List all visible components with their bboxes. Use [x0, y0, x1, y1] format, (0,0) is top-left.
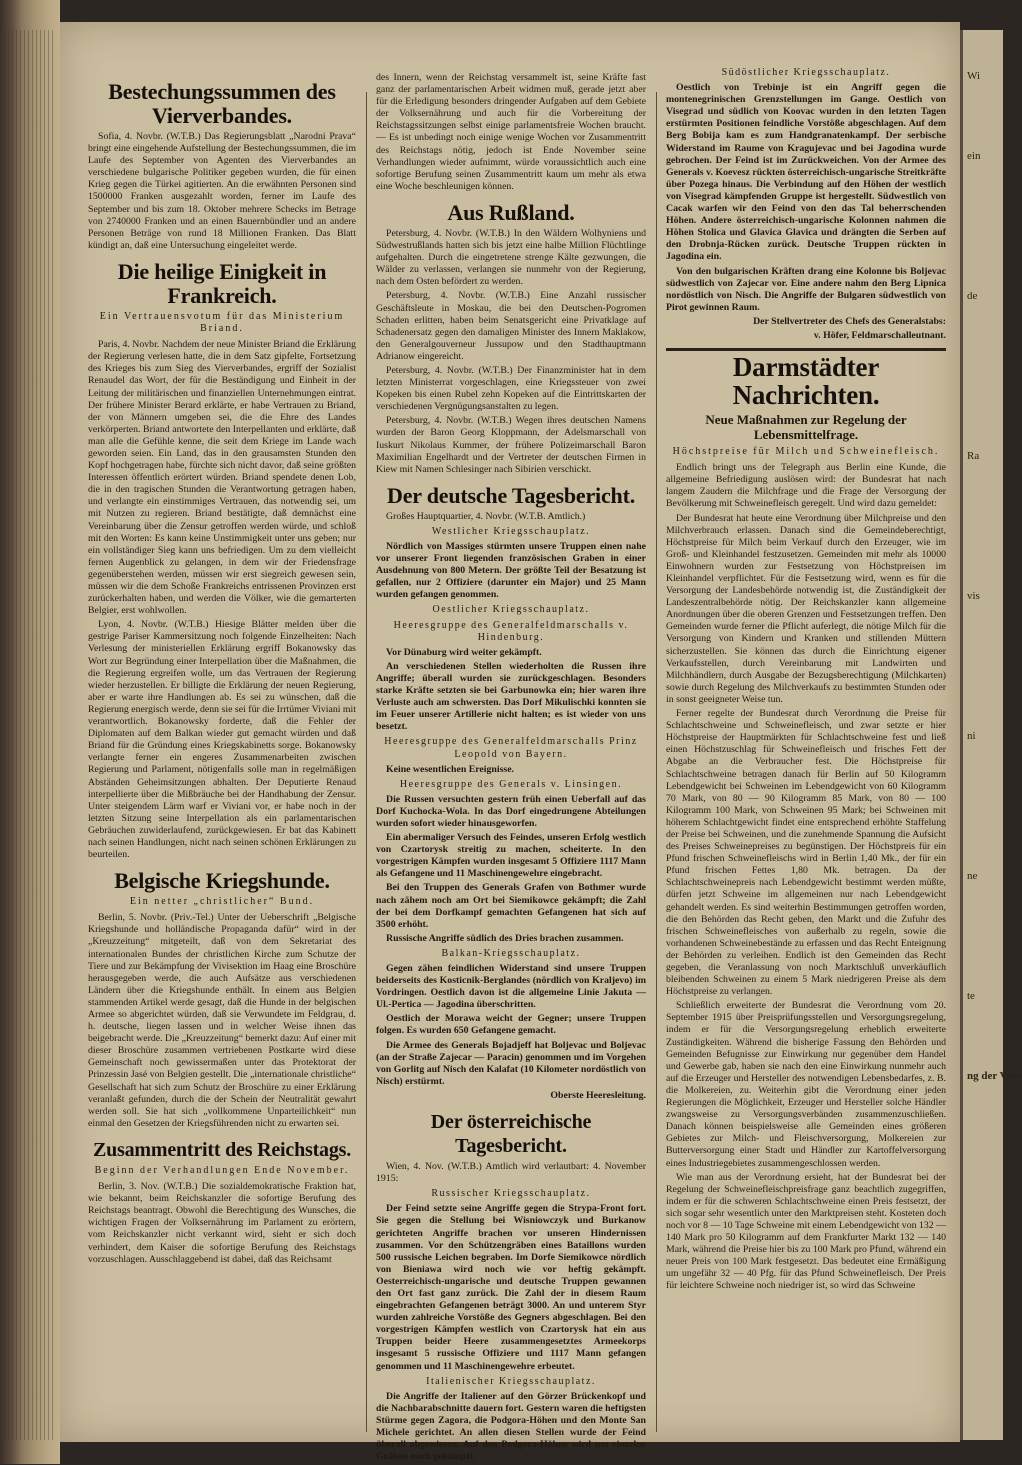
- headline-bestechung: Bestechungssummen des Vierverbandes.: [108, 79, 336, 128]
- section-balkan: Balkan-Kriegsschauplatz.: [441, 947, 581, 959]
- article-kriegshunde: Berlin, 5. Novbr. (Priv.-Tel.) Unter der Ueberschrift „Belgische Kriegshunde und holländische Propaganda dafür“ wird in der „Kreuzzeitung“ mitgeteilt, daß von dem Sekretariat des internationalen Bundes der christlichen Kirche zum Schutze der Tiere und zur Bekämpfung der Vivisektion im Haag eine Broschüre herausgegeben werde, die auch Aufsätze aus verschiedenen Ländern über die Kriegshunde enthält. In einem aus Belgien stammenden Artikel werde gesagt, daß die Hunde in der belgischen Armee so abgerichtet würden, daß sie Verwundete im Feldgrau, d. h. deutsche, liegen lassen und in welcher Weise ihnen das beigebracht werde. Die „Kreuzzeitung“ bemerkt dazu: Auf einer mit dieser Broschüre zusammen vertriebenen Postkarte wird diese Gemeinschaft noch gewissermaßen unter das Protektorat der Prinzessin Jasé von Belgien gestellt. Die „internationale christliche“ Gesellschaft hat sich zum Schutz der Broschüre zu einer Erklärung veranlaßt gefunden, durch die der Schein der Neutralität gewahrt werden soll. Sie hat sich „vollkommene Unparteilichkeit“ nun einmal den Gesetzen der Kriegsführenden nicht zu erwarten sei.: [88, 912, 356, 1129]
- headline-darmstaedter-nachrichten: Darmstädter Nachrichten.: [732, 352, 880, 411]
- headline-deutscher-tagesbericht: Der deutsche Tagesbericht.: [387, 482, 635, 508]
- column-2: [376, 72, 646, 1465]
- section-leopold: Heeresgruppe des Generalfeldmarschalls Prinz Leopold von Bayern.: [384, 736, 638, 760]
- signature-stellvertreter: Der Stellvertreter des Chefs des Generalstabs:: [753, 315, 946, 327]
- page-edges: [4, 30, 54, 1440]
- subhead-kriegshunde: Ein netter „christlicher“ Bund.: [129, 896, 315, 908]
- adjacent-page-strip: [960, 30, 1022, 1440]
- adjacent-text: de: [967, 290, 978, 302]
- article-schweinepreise: Ferner regelte der Bundesrat durch Verordnung die Preise für Schlachtschweine und Schweinefleisch, und zwar setzte er hier Höchstpreise der Hauptmärkten für Schlachtschweine fest und ließ einen Höchstzuschlag für Schweinefleisch und frisches Fett der Abgabe an die Verbraucher fest. Die Höchstpreise für Schlachtschweine betragen danach für Berlin auf 50 Kilogramm Lebendgewicht bei Schweinen im Lebendgewicht von 60 Kilogramm 70 Mark, von 80 — 90 Kilogramm 85 Mark, von 80 — 100 Kilogramm 100 Mark, von Schweinen 95 Mark; bei Schweinen mit höherem Schlachtgewicht findet eine entsprechend erhöhte Staffelung der Preise bei Schweinen, und die zunehmende Spannung die Aufsicht des Preises Schweinepreises zu begünstigen. Der Höchstpreis für ein Pfund frischen Schweinefleischs wird in Berlin 1,40 Mk., der für ein Pfund frischen Fettes 1,80 Mk. betragen. Da der Schlachtschweinepreis nach Lebendgewicht bestimmt werden müßte, dürfen jetzt Schweine im allgemeinen nur nach Lebendgewicht gehandelt werden. Es sind weiterhin Bestimmungen getroffen worden, die den Behörden das Recht geben, den Markt und die Zufuhr des frischen Schweinefleisches von außerhalb zu regeln, sowie die vorhandenen Schweinebestände zu erfassen und das Recht Enteignung der Behörden zu verleihen. Endlich ist den Gemeinden das Recht gegeben, die Veranlassung von noch Marktschluß unverkäuflich bleibenden Schweinen zu einem 5 Mark niedrigeren Preise als dem Höchstpreise zu verlangen.: [666, 708, 946, 998]
- dateline-hauptquartier: Großes Hauptquartier, 4. Novbr. (W.T.B. Amtlich.): [386, 510, 586, 522]
- article-milchpreise: Der Bundesrat hat heute eine Verordnung über Milchpreise und den Milchverbrauch erlassen. Danach sind die Gemeindeberechtigt, Höchstpreise für Milch beim Verkauf durch den Erzeuger, wie im Groß- und Kleinhandel festzusetzen. Gemeinden mit mehr als 10000 Einwohnern wurden zur Festsetzung von Höchstpreisen im Kleinhandel verpflichtet. Für die Festsetzung wird, wenn es für die Versorgung der Landesbehörde notwendig ist, die Zuständigkeit der Landeszentralbehörde nötig. Der Reichskanzler kann allgemeine Anordnungen über die oberen Grenzen und Festsetzungen treffen. Den Gemeinden wurde ferner die Pflicht auferlegt, die nötige Milch für die Versorgung von Kindern und Kranken und stillenden Müttern sicherzustellen. Sie können das durch die Einrichtung eigener Verkaufsstellen, durch Vereinbarung mit Landwirten und Milchhändlern, durch Ausgabe der Bezugsberechtigung (Milchkarten) sowie durch Regelung des Milchverkaufs zu bestimmten Stunden oder in sonst geeigneter Weise tun.: [666, 512, 946, 705]
- newspaper-page: [60, 22, 960, 1463]
- report-russisch: Der Feind setzte seine Angriffe gegen die Strypa-Front fort. Sie gegen die Stellung bei Wisniowczyk und Burkanow gerichteten Angriffe brachen vor unseren Hindernissen zusammen. Vor den Schützengräben eines Bataillons wurden 500 russische Leichen begraben. Im Dorfe Siemikowce nördlich von Bieniawa wird noch wie vor heftig gekämpft. Oesterreichisch-ungarische und deutsche Truppen gewannen den Ort fast ganz zurück. Die Zahl der in diesem Raum eingebrachten Gefangenen beträgt 3000. An und unterem Styr wurden zahlreiche Vorstöße des Gegners abgeschlagen. Bei den vorgestrigen Kämpfen westlich von Czartorysk hat ein aus Truppen beider Heere zusammengesetztes Armeekorps insgesamt 5 russische Offiziere und 1117 Mann gefangen genommen und 11 Maschinengewehre erbeutet.: [376, 1203, 646, 1372]
- column-1: [88, 72, 356, 1268]
- report-duenaburg: Vor Dünaburg wird weiter gekämpft.: [386, 646, 542, 658]
- report-linsingen-2: Ein abermaliger Versuch des Feindes, unseren Erfolg westlich von Czartorysk streitig zu machen, scheiterte. In den vorgestrigen Kämpfen wurden insgesamt 5 Offiziere 1117 Mann als Gefangene und 11 Maschinengewehre eingebracht.: [376, 832, 646, 880]
- column-rule: [656, 92, 657, 1432]
- article-reichstag: Berlin, 3. Nov. (W.T.B.) Die sozialdemokratische Fraktion hat, wie bekannt, beim Reichskanzler die sofortige Berufung des Reichstags beantragt. Obwohl die Berechtigung des Wunsches, die wichtigen Fragen der Volksernährung im Parlament zu erörtern, vom Reichskanzler nicht verkannt wird, sieht er sich doch verhindert, dem Kaiser die sofortige Berufung des Reichstags vorzuschlagen. Ausschlaggebend ist dabei, daß das Reichsamt: [88, 1181, 356, 1265]
- subhead-reichstag: Beginn der Verhandlungen Ende November.: [94, 1164, 350, 1176]
- section-italienisch: Italienischer Kriegsschauplatz.: [426, 1375, 596, 1387]
- section-oestlich: Oestlicher Kriegsschauplatz.: [432, 604, 590, 616]
- headline-russland: Aus Rußland.: [447, 199, 575, 225]
- adjacent-heading: ng der Vorr: [967, 1070, 1022, 1082]
- adjacent-text: te: [967, 990, 975, 1002]
- report-bothmer: Bei den Truppen des Generals Grafen von Bothmer wurde nach zähem noch am Ort bei Siemikowce gekämpft; die Zahl der bei dem Dorfkampf gemachten Gefangenen hat sich auf 3500 erhöht.: [376, 882, 646, 930]
- article-schlussbetrachtung: Wie man aus der Verordnung ersieht, hat der Bundesrat bei der Regelung der Schweinefleischpreisfrage ganz beachtlich zugegriffen, indem er für die schweren Schlachtschweine einen Preis festsetzt, der sich sogar sehr wesentlich unter den Marktpreisen steht. Kosteten doch noch vor 8 — 10 Tage Schweine mit einem Lebendgewicht von 132 — 140 Mark pro 50 Kilogramm auf dem Frankfurter Markt 132 — 140 Mark, während die Preise hier bis zu 100 Mark pro Pfund, während ein neuer Preis von 100 Mark festgesetzt. Das bedeutet eine Ermäßigung um ungefähr 32 — 40 Pfg. für das Pfund Schweinefleisch. Der Preis für leichtere Schweine noch niedriger ist, so wird das Schweine: [666, 1171, 946, 1292]
- adjacent-text: Wi: [967, 70, 980, 82]
- book-binding: [0, 0, 60, 1464]
- report-angriffe: An verschiedenen Stellen wiederholten die Russen ihre Angriffe; überall wurden sie zurückgeschlagen. Besonders starke Kräfte setzten sie bei Garbunowka ein; hier waren ihre Verluste auch am schwersten. Das Dorf Mikulischki konnten sie im Feuer unserer Artillerie nicht halten; es ist wieder von uns besetzt.: [376, 660, 646, 733]
- subhead-hoechstpreise: Höchstpreise für Milch und Schweinefleisch.: [672, 446, 940, 458]
- article-paris: Paris, 4. Novbr. Nachdem der neue Minister Briand die Erklärung der Regierung verlesen hatte, die in dem Satz gipfelte, Fortsetzung des Krieges bis zum Sieg des Vierverbandes, ergriff der Sozialist Renaudel das Wort, der für die Beständigung und Einheit in der Leitung der militärischen und finanziellen Unternehmungen eintrat. Der frühere Minister Berard erklärte, er habe Vertrauen zu Briand, der von Männern umgeben sei, die die Ehre des Landes verkörperten. Briand antwortete den Interpellanten und erklärte, daß man alle die Gefühle kenne, die seit dem Kriege im Lande wach geworden seien. Ein Land, das in den grausamsten Stunden den Kopf hochgetragen habe, fürchte sich nicht davor, daß seine größten Interessen öffentlich erörtert würden. Briand spendete denen Lob, die in den tragischen Stunden die Verantwortung getragen haben, und verlangte ein einstimmiges Vertrauen, das notwendig sei, um mit Nutzen zu regieren. Briand bestätigte, daß demnächst eine Vereinbarung über die Zensur getroffen werden würde, und schloß mit den Worten: Es kann keine Unstimmigkeit unter uns geben; nur ein vollständiger Sieg kann uns befriedigen. Um zu dem vielleicht fernen Augenblick zu gelangen, in dem wir der Friedensfrage gegenüberstehen werden, müssen wir erst siegreich gewesen sein, müssen wir die dem Schoße Frankreichs entrissenen Provinzen erst zurückerhalten haben, und werden die Völker, wie die gemarterten Belgier, erst wohlwollen.: [88, 339, 356, 617]
- headline-reichstag: Zusammentritt des Reichstags.: [92, 1138, 352, 1161]
- column-3: [666, 64, 946, 1295]
- report-balkan-1: Gegen zähen feindlichen Widerstand sind unsere Truppen beiderseits des Kosticnik-Berglandes (nördlich von Kraljevo) im Vordringen. Oestlich davon ist die allgemeine Linie Jakuta — Ul.-Pertica — Jagodina überschritten.: [376, 963, 646, 1011]
- dateline-wien: Wien, 4. Nov. (W.T.B.) Amtlich wird verlautbart: 4. November 1915:: [376, 1161, 646, 1185]
- article-lyon: Lyon, 4. Novbr. (W.T.B.) Hiesige Blätter melden über die gestrige Pariser Kammersitzung noch folgende Einzelheiten: Nach Verlesung der ministeriellen Erklärung ergriff Bokanowsky das Wort zur Begründung einer Interpellation über die Maßnahmen, die die Regierung ergreifen wolle, um das Vertrauen der Regierung wieder herzustellen. Er billigte die Erklärung der neuen Regierung, aber er warte ihre Handlungen ab. Es sei zu wünschen, daß die Regierung energisch werde, denn sie sei für die Irrtümer Viviani mit verantwortlich. Bokanowsky forderte, daß die Fehler der Diplomaten auf dem Balkan wieder gut gemacht würden und daß Briand für die Gründung eines Kriegskabinetts sorge. Bokanowsky verlangte ferner ein engeres Zusammenarbeiten zwischen Regierung und Parlament, nötigenfalls solle man in regelmäßigen Abständen Geheimsitzungen abhalten. Der Deputierte Renaud interpellierte über die Mißbräuche bei der Handhabung der Zensur. Unter steigendem Lärm warf er Viviani vor, er habe noch in der letzten Sitzung seine Interpellation als ein parlamentarischen Gebräuchen zuwiderlaufend, zurückgewiesen. Er bat das Kabinett nach seinen Handlungen, nicht nach seinen schönen Erklärungen zu beurteilen.: [88, 619, 356, 861]
- signature-oberste-heeresleitung: Oberste Heeresleitung.: [550, 1089, 646, 1101]
- headline-kriegshunde: Belgische Kriegshunde.: [114, 868, 330, 894]
- article-versorgungsregelung: Schließlich erweiterte der Bundesrat die Verordnung vom 20. September 1915 über Preisprüfungsstellen und Versorgungsregelung, indem er für die Versorgungsregelung erheblich erweiterte Zuständigkeiten. Während die bisherige Fassung den Behörden und Gemeinden Befugnisse zur Einwirkung nur gegenüber dem Handel und Gewerbe gab, haben sie nach den eine Einwirkung nunmehr auch auf die Erzeuger und Hersteller des notwendigen Lebensbedarfes, z. B. die Molkereien, zu. Weiterhin gibt die Verordnung einer jeden Regierungen die Möglichkeit, Erzeuger und Hersteller solche Händler zwangsweise zu Versorgungsverbänden zusammenzuschließen. Danach können beispielsweise alle Gemeinden eines größeren Gebietes zur Milch- und Fleischversorgung, Molkereien zur Butterversorgung einer Stadt und Händler zur Kartoffelversorgung eines Industriegebietes zusammengeschlossen werden.: [666, 1000, 946, 1169]
- report-dries: Russische Angriffe südlich des Dries brachen zusammen.: [386, 932, 624, 944]
- headline-frankreich: Die heilige Einigkeit in Frankreich.: [117, 258, 327, 308]
- report-italienisch: Die Angriffe der Italiener auf den Görzer Brückenkopf und die Nachbarabschnitte dauern fort. Gestern waren die heftigsten Stürme gegen Zagora, die Podgora-Höhen und den Monte San Michele gerichtet. An allen diesen Stellen wurde der Feind überall abgewiesen. Auf den Podgora-Höhen wird um einzelne Gräben noch gekämpft.: [376, 1390, 646, 1463]
- article-russland-3: Petersburg, 4. Novbr. (W.T.B.) Der Finanzminister hat in dem letzten Ministerrat vorgeschlagen, eine Kriegssteuer von zwei Kopeken bis einen Rubel zehn Kopeken auf die Eintrittskarten der verschiedenen Vergnügungsanstalten zu legen.: [376, 364, 646, 413]
- report-balkan-3: Die Armee des Generals Bojadjeff hat Boljevac und Boljevac (an der Straße Zajecar — Paracin) genommen und im Vorgehen von Gorlitg auf Nisch den Kalafat (10 Kilometer nordöstlich von Nisch) erstürmt.: [376, 1039, 646, 1087]
- report-leopold: Keine wesentlichen Ereignisse.: [386, 763, 514, 775]
- report-balkan-2: Oestlich der Morawa weicht der Gegner; unsere Truppen folgen. Es wurden 650 Gefangene gemacht.: [376, 1013, 646, 1037]
- adjacent-text: ne: [967, 870, 978, 882]
- headline-lebensmittelfrage: Neue Maßnahmen zur Regelung der Lebensmittelfrage.: [705, 412, 907, 443]
- adjacent-text: ni: [967, 730, 976, 742]
- article-russland-4: Petersburg, 4. Novbr. (W.T.B.) Wegen ihres deutschen Namens wurden der Baron Georg Kloppmann, der Adelsmarschall von Iuskurt Nikolaus Kummer, der frühere Polizeimarschall Baron Maximilian Engelhardt und der Vertreter der deutschen Firmen in Kiew mit Namen Schlesinger nach Sibirien verschickt.: [376, 415, 646, 475]
- article-telegraph: Endlich bringt uns der Telegraph aus Berlin eine Kunde, die allgemeine Befriedigung auslösen wird: der Bundesrat hat nach langem Zaudern die Milchfrage und die Frage der Versorgung der Bevölkerung mit Schweinefleisch geregelt. Und wird dazu gemeldet:: [666, 462, 946, 510]
- report-westlich: Nördlich von Massiges stürmten unsere Truppen einen nahe vor unserer Front liegenden französischen Graben in einer Ausdehnung von 800 Metern. Der größte Teil der Besatzung ist gefallen, nur 2 Offiziere (darunter ein Major) und 25 Mann wurden gefangen genommen.: [376, 541, 646, 601]
- section-suedoestlich: Südöstlicher Kriegsschauplatz.: [721, 67, 891, 78]
- report-suedoestlich: Oestlich von Trebinje ist ein Angriff gegen die montenegrinischen Grenzstellungen im Gange. Oestlich von Visegrad und südlich von Koovac wurden in den letzten Tagen erstürmten Positionen feindliche Vorstöße abgeschlagen. Auf dem Berg Bobija kam es zum Handgranatenkampf. Der serbische Widerstand im Raume von Kragujevac und bei Jagodina wurde gebrochen. Der Feind ist im Zurückweichen. Von der Armee des Generals v. Koevesz rückten österreichisch-ungarische Streitkräfte über Pozega hinaus. Die Verbindung auf den Höhen der westlich von Visegrad kämpfenden Gruppe ist hergestellt. Südwestlich von Cacak warfen wir den Feind von den das Tal beherrschenden Höhen. Andere österreichisch-ungarische Kolonnen nahmen die Höhen Stolica und Glavica Glavica und drängten die Serben auf den Drobnja-Rücken zurück. Deutsche Truppen rückten in Jagodina ein.: [666, 82, 946, 263]
- subhead-frankreich: Ein Vertrauensvotum für das Ministerium Briand.: [99, 310, 345, 335]
- section-linsingen: Heeresgruppe des Generals v. Linsingen.: [399, 778, 623, 790]
- adjacent-text: ein: [967, 150, 981, 162]
- article-russland-2: Petersburg, 4. Novbr. (W.T.B.) Eine Anzahl russischer Geschäftsleute in Moskau, die bei den Deutschen-Pogromen Schaden erlitten, haben beim Senatsgericht eine Privatklage auf Schadenersatz gegen den damaligen Minister des Innern Maklakow, den Generalgouverneur Jussupow und den Stadthauptmann Adrianow eingereicht.: [376, 290, 646, 362]
- article-bestechung: Sofia, 4. Novbr. (W.T.B.) Das Regierungsblatt „Narodni Prava“ bringt eine eingehende Aufstellung der Bestechungssummen, die im Laufe des September von Agenten des Vierverbandes an verschiedene bulgarische Politiker gegeben wurden, die für einen Krieg gegen die Türkei agitierten. An die erwähnten Personen sind 1500000 Franken ausgezahlt worden, ferner im Laufe des September und bis zum 18. Oktober mehrere Schecks im Betrage von 2740000 Franken und an einen Bauernbündler und an andere Personen Beträge von rund 18 Millionen Franken. Das Blatt kündigt an, daß eine Untersuchung eingeleitet werde.: [88, 131, 356, 251]
- section-divider: [666, 348, 946, 351]
- column-rule: [366, 92, 367, 1432]
- signature-hoefer: v. Höfer, Feldmarschalleutnant.: [813, 329, 946, 341]
- section-russisch: Russischer Kriegsschauplatz.: [431, 1188, 591, 1200]
- report-bulgaren: Von den bulgarischen Kräften drang eine Kolonne bis Boljevac südwestlich von Zajecar vor. Eine andere nahm den Berg Lipnica nordöstlich von Nisch. Die Angriffe der Bulgaren südwestlich von Pirot gewinnen Raum.: [666, 265, 946, 313]
- article-reichstag-cont: des Innern, wenn der Reichstag versammelt ist, seine Kräfte fast ganz der parlamentarischen Arbeit widmen muß, gerade jetzt aber für die Erledigung besonders dringender Aufgaben auf dem Gebiete der Volksernährung und auch für die Vorbereitung der Reichstagssitzungen selbst einige parlamentsfreie Wochen braucht. — Es ist unbedingt noch einige wenige Wochen vor Zusammentritt des Reichstags nötig, jedoch ist Ende November seine Verhandlungen wieder aufnimmt, würde voraussichtlich auch eine sofortige Berufung seinen Zusammentritt kaum um mehr als etwa eine Woche beschleunigen können.: [376, 72, 646, 192]
- report-linsingen-1: Die Russen versuchten gestern früh einen Ueberfall auf das Dorf Kuchocka-Wola. In das Dorf eingedrungene Abteilungen wurden sofort wieder hinausgeworfen.: [376, 793, 646, 829]
- adjacent-text: vis: [967, 590, 980, 602]
- adjacent-text: Ra: [967, 450, 980, 462]
- section-hindenburg: Heeresgruppe des Generalfeldmarschalls v. Hindenburg.: [393, 619, 629, 643]
- article-russland-1: Petersburg, 4. Novbr. (W.T.B.) In den Wäldern Wolhyniens und Südwestrußlands hatten sich bis jetzt eine halbe Million Flüchtlinge aufgehalten. Durch die eingetretene strenge Kälte gezwungen, die Wälder zu verlassen, verlangen sie nunmehr von der Regierung, nach dem Osten befördert zu werden.: [376, 227, 646, 288]
- section-westlich: Westlicher Kriegsschauplatz.: [431, 525, 591, 537]
- headline-oesterreichischer-tagesbericht: Der österreichische Tagesbericht.: [430, 1111, 592, 1158]
